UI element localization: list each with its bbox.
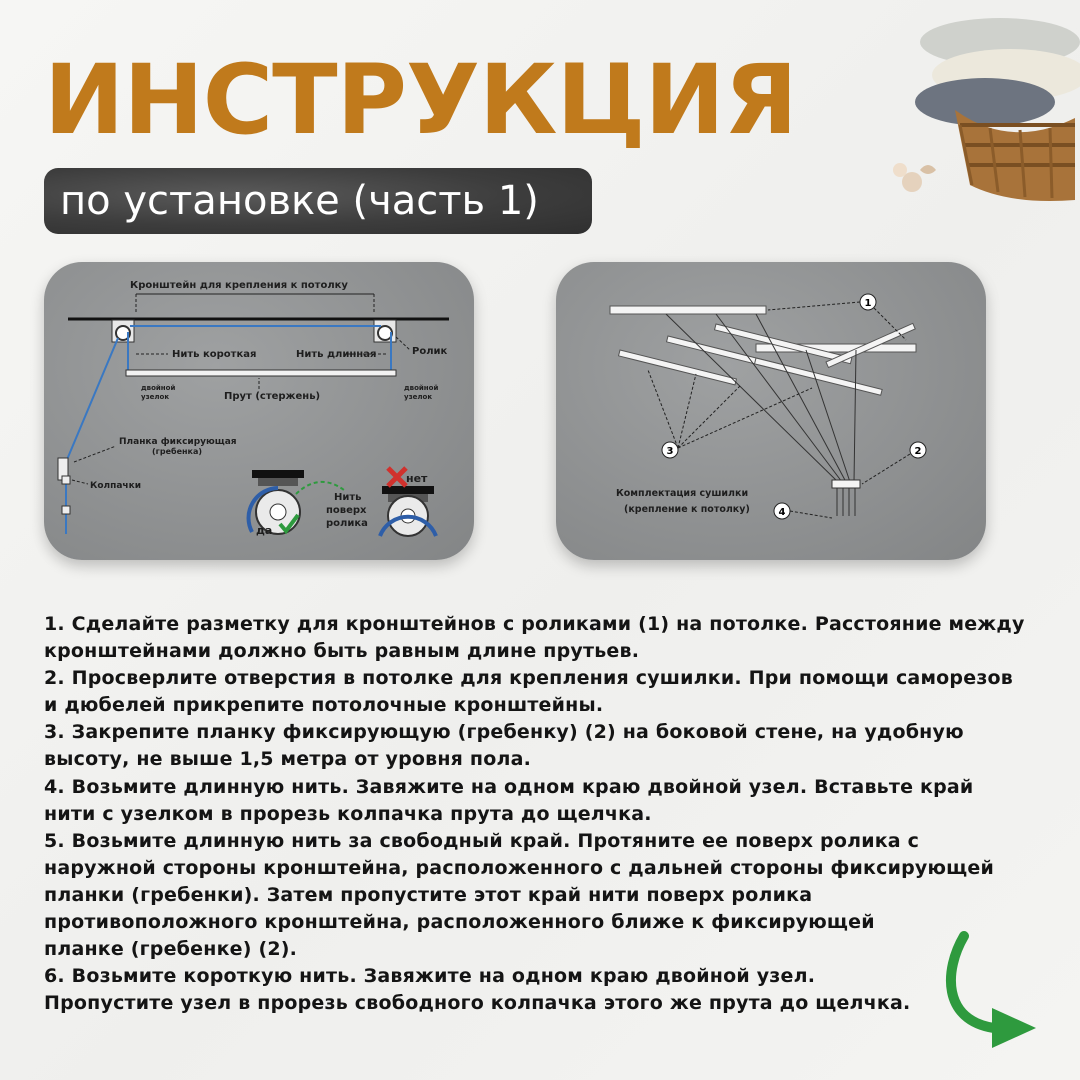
- instruction-line: высоту, не выше 1,5 метра от уровня пола.: [44, 748, 532, 771]
- instruction-line: противоположного кронштейна, расположенного ближе к фиксирующей: [44, 911, 875, 934]
- double-knot-left-2: узелок: [141, 393, 170, 401]
- callout-3: 3: [666, 446, 674, 457]
- instruction-line: 1. Сделайте разметку для кронштейнов с роликами (1) на потолке. Расстояние между: [44, 613, 1025, 635]
- kit-label-1: Комплектация сушилки: [616, 488, 749, 499]
- long-thread-label: Нить длинная: [296, 349, 377, 360]
- towel-basket-icon: [860, 0, 1080, 210]
- diagram-left-panel: [44, 262, 474, 560]
- callout-4: 4: [778, 507, 786, 518]
- diagram-right-panel: [556, 262, 986, 560]
- instruction-line: наружной стороны кронштейна, расположенного с дальней стороны фиксирующей: [44, 856, 994, 879]
- dryer-kit-diagram: [556, 262, 986, 560]
- rod-label: Прут (стержень): [224, 391, 321, 402]
- double-knot-right-1: двойной: [404, 384, 439, 392]
- double-knot-right-2: узелок: [404, 393, 433, 401]
- thread-over-roller-1: Нить: [334, 492, 362, 503]
- instructions-list: [44, 611, 1054, 1017]
- instruction-line: и дюбелей прикрепите потолочные кронштейны.: [44, 694, 604, 717]
- callout-1: 1: [864, 298, 872, 309]
- instruction-line: кронштейнами должно быть равным длине прутьев.: [44, 640, 640, 663]
- instruction-line: 2. Просверлите отверстия в потолке для крепления сушилки. При помощи саморезов: [44, 667, 1014, 690]
- callout-2: 2: [914, 446, 922, 457]
- bracket-label: Кронштейн для крепления к потолку: [130, 280, 348, 291]
- instruction-line: планке (гребенке) (2).: [44, 938, 298, 961]
- dryer-threading-diagram: [44, 262, 474, 560]
- comb-label-1: Планка фиксирующая: [119, 437, 237, 447]
- short-thread-label: Нить короткая: [172, 349, 257, 360]
- no-label: нет: [406, 472, 428, 485]
- thread-over-roller-2: поверх: [326, 505, 367, 516]
- double-knot-left-1: двойной: [141, 384, 176, 392]
- curved-arrow-right-icon[interactable]: [942, 930, 1042, 1056]
- instruction-line: 6. Возьмите короткую нить. Завяжите на одном краю двойной узел.: [44, 965, 816, 988]
- comb-label-2: (гребенка): [152, 447, 203, 456]
- instruction-line: 5. Возьмите длинную нить за свободный край. Протяните ее поверх ролика с: [44, 829, 920, 852]
- cross-icon: [388, 468, 406, 486]
- instruction-line: Пропустите узел в прорезь свободного колпачка этого же прута до щелчка.: [44, 992, 911, 1015]
- thread-over-roller-3: ролика: [326, 518, 368, 529]
- caps-label: Колпачки: [90, 481, 142, 491]
- instruction-line: 3. Закрепите планку фиксирующую (гребенку) (2) на боковой стене, на удобную: [44, 721, 964, 744]
- roller-label: Ролик: [412, 346, 448, 357]
- instruction-line: нити с узелком в прорезь колпачка прута до щелчка.: [44, 802, 652, 825]
- yes-label: да: [256, 524, 273, 537]
- page-title: ИНСТРУКЦИЯ: [44, 44, 797, 156]
- instruction-line: 4. Возьмите длинную нить. Завяжите на одном краю двойной узел. Вставьте край: [44, 775, 974, 798]
- page-subtitle: по установке (часть 1): [44, 168, 592, 234]
- instruction-line: планки (гребенки). Затем пропустите этот край нити поверх ролика: [44, 883, 813, 906]
- kit-label-2: (крепление к потолку): [624, 504, 750, 515]
